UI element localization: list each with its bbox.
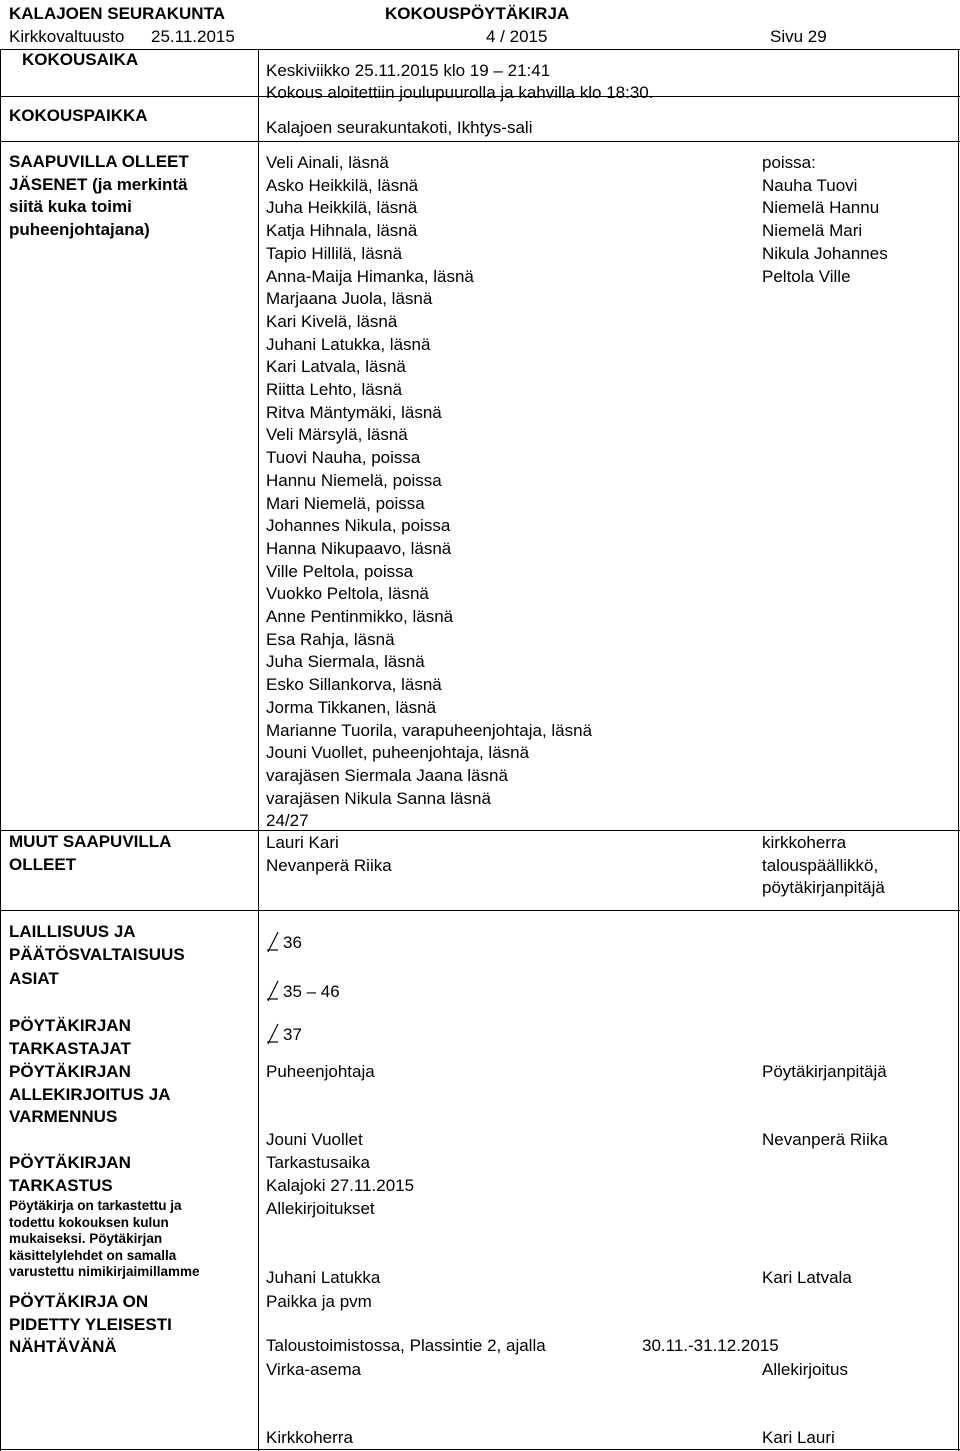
inspector-right: Kari Latvala xyxy=(762,1268,852,1287)
absent-heading: poissa: xyxy=(762,153,816,172)
list-item: Asko Heikkilä, läsnä xyxy=(266,175,419,195)
legality-label: LAILLISUUS JA PÄÄTÖSVALTAISUUS xyxy=(9,922,185,964)
inspection-note: Pöytäkirja on tarkastettu ja todettu kokouksen kulun mukaiseksi. Pöytäkirjan käsittelylehdet on samalla varustettu nimikirjaimillamme xyxy=(9,1198,200,1279)
inspector-left: Juhani Latukka xyxy=(266,1268,381,1287)
list-item: Jouni Vuollet, puheenjohtaja, läsnä xyxy=(266,743,530,763)
list-item: Mari Niemelä, poissa xyxy=(266,493,425,513)
others-roles xyxy=(762,832,885,900)
row-divider xyxy=(0,141,960,142)
others-names xyxy=(266,832,392,877)
chair-role: Puheenjohtaja xyxy=(266,1062,375,1081)
meeting-place-value: Kalajoen seurakuntakoti, Ikhtys-sali xyxy=(266,118,533,137)
list-item: Nauha Tuovi xyxy=(762,175,858,195)
reference-marker-icon xyxy=(266,931,280,953)
right-border xyxy=(958,49,959,1451)
list-item: Vuokko Peltola, läsnä xyxy=(266,584,429,604)
list-item: Peltola Ville xyxy=(762,266,851,286)
list-item: Esa Rahja, läsnä xyxy=(266,629,395,649)
inspectors-ref: 37 xyxy=(283,1025,302,1044)
office-value: Kirkkoherra xyxy=(266,1428,353,1447)
meeting-place-label: KOKOUSPAIKKA xyxy=(9,106,148,125)
list-item: Ritva Mäntymäki, läsnä xyxy=(266,402,442,422)
display-period: 30.11.-31.12.2015 xyxy=(642,1336,779,1355)
list-item: Anna-Maija Himanka, läsnä xyxy=(266,266,474,286)
member-list xyxy=(266,152,592,833)
place-value: Taloustoimistossa, Plassintie 2, ajalla xyxy=(266,1336,546,1355)
members-label: SAAPUVILLA OLLEET JÄSENET (ja merkintä siitä kuka toimi puheenjohtajana) xyxy=(9,152,189,239)
attendance-count: 24/27 xyxy=(266,811,309,831)
sign-value: Kari Lauri xyxy=(762,1428,835,1447)
office-label: Virka-asema xyxy=(266,1360,362,1379)
list-item: talouspäällikkö, xyxy=(762,855,879,875)
row-divider xyxy=(0,910,960,911)
reference-marker-icon xyxy=(266,980,280,1002)
chair-name: Jouni Vuollet xyxy=(266,1130,363,1149)
list-item: Anne Pentinmikko, läsnä xyxy=(266,607,454,627)
list-item: Marianne Tuorila, varapuheenjohtaja, läsnä xyxy=(266,720,593,740)
reference-marker-icon xyxy=(266,1023,280,1045)
bottom-border xyxy=(0,1449,960,1450)
list-item: Marjaana Juola, läsnä xyxy=(266,289,433,309)
signatures-label: Allekirjoitukset xyxy=(266,1199,375,1218)
inspection-time-value: Kalajoki 27.11.2015 xyxy=(266,1176,415,1195)
list-item: kirkkoherra xyxy=(762,833,847,852)
meeting-body: Kirkkovaltuusto xyxy=(9,27,125,46)
meeting-time-value: Keskiviikko 25.11.2015 klo 19 – 21:41 xyxy=(266,61,551,80)
list-item: Nikula Johannes xyxy=(762,243,888,263)
list-item: Juha Siermala, läsnä xyxy=(266,652,425,672)
list-item: Juhani Latukka, läsnä xyxy=(266,334,431,354)
list-item: varajäsen Nikula Sanna läsnä xyxy=(266,788,491,808)
list-item: Katja Hihnala, läsnä xyxy=(266,221,418,241)
list-item: Kari Latvala, läsnä xyxy=(266,357,406,377)
org-name: KALAJOEN SEURAKUNTA xyxy=(9,4,225,23)
others-label: MUUT SAAPUVILLA OLLEET xyxy=(9,832,172,874)
list-item: Lauri Kari xyxy=(266,833,339,852)
list-item: Tapio Hillilä, läsnä xyxy=(266,243,403,263)
column-divider xyxy=(258,49,259,1451)
legality-ref: 36 xyxy=(283,933,302,952)
issue-number: 4 / 2015 xyxy=(486,27,548,46)
absent-list xyxy=(762,152,888,288)
meeting-date: 25.11.2015 xyxy=(151,27,235,46)
place-date-label: Paikka ja pvm xyxy=(266,1292,372,1311)
list-item: Riitta Lehto, läsnä xyxy=(266,380,403,400)
secretary-name: Nevanperä Riika xyxy=(762,1130,888,1149)
meeting-time-label: KOKOUSAIKA xyxy=(22,50,139,69)
items-label: ASIAT xyxy=(9,969,59,988)
left-border xyxy=(0,49,1,1451)
page-number: Sivu 29 xyxy=(770,27,827,46)
inspection-time-label: Tarkastusaika xyxy=(266,1153,370,1172)
secretary-role: Pöytäkirjanpitäjä xyxy=(762,1062,887,1081)
list-item: Niemelä Hannu xyxy=(762,198,880,218)
list-item: Esko Sillankorva, läsnä xyxy=(266,675,442,695)
list-item: Ville Peltola, poissa xyxy=(266,561,414,581)
list-item: Niemelä Mari xyxy=(762,221,863,241)
public-display-label: PÖYTÄKIRJA ON PIDETTY YLEISESTI NÄHTÄVÄNÄ xyxy=(9,1292,172,1356)
list-item: varajäsen Siermala Jaana läsnä xyxy=(266,765,508,785)
list-item: Jorma Tikkanen, läsnä xyxy=(266,697,437,717)
inspection-label: PÖYTÄKIRJAN TARKASTUS xyxy=(9,1153,131,1195)
list-item: pöytäkirjanpitäjä xyxy=(762,878,885,898)
document-type: KOKOUSPÖYTÄKIRJA xyxy=(385,4,570,23)
signature-label: PÖYTÄKIRJAN ALLEKIRJOITUS JA VARMENNUS xyxy=(9,1062,171,1126)
inspectors-label: PÖYTÄKIRJAN TARKASTAJAT xyxy=(9,1016,131,1058)
list-item: Johannes Nikula, poissa xyxy=(266,516,451,536)
list-item: Hanna Nikupaavo, läsnä xyxy=(266,538,452,558)
list-item: Nevanperä Riika xyxy=(266,855,392,875)
list-item: Juha Heikkilä, läsnä xyxy=(266,198,418,218)
items-ref: 35 – 46 xyxy=(283,982,340,1001)
header-divider xyxy=(0,49,960,50)
meeting-time-note: Kokous aloitettiin joulupuurolla ja kahvilla klo 18:30. xyxy=(266,83,654,102)
list-item: Veli Ainali, läsnä xyxy=(266,153,389,172)
list-item: Veli Märsylä, läsnä xyxy=(266,425,408,445)
list-item: Hannu Niemelä, poissa xyxy=(266,470,442,490)
sign-label: Allekirjoitus xyxy=(762,1360,848,1379)
list-item: Tuovi Nauha, poissa xyxy=(266,448,421,468)
list-item: Kari Kivelä, läsnä xyxy=(266,311,398,331)
